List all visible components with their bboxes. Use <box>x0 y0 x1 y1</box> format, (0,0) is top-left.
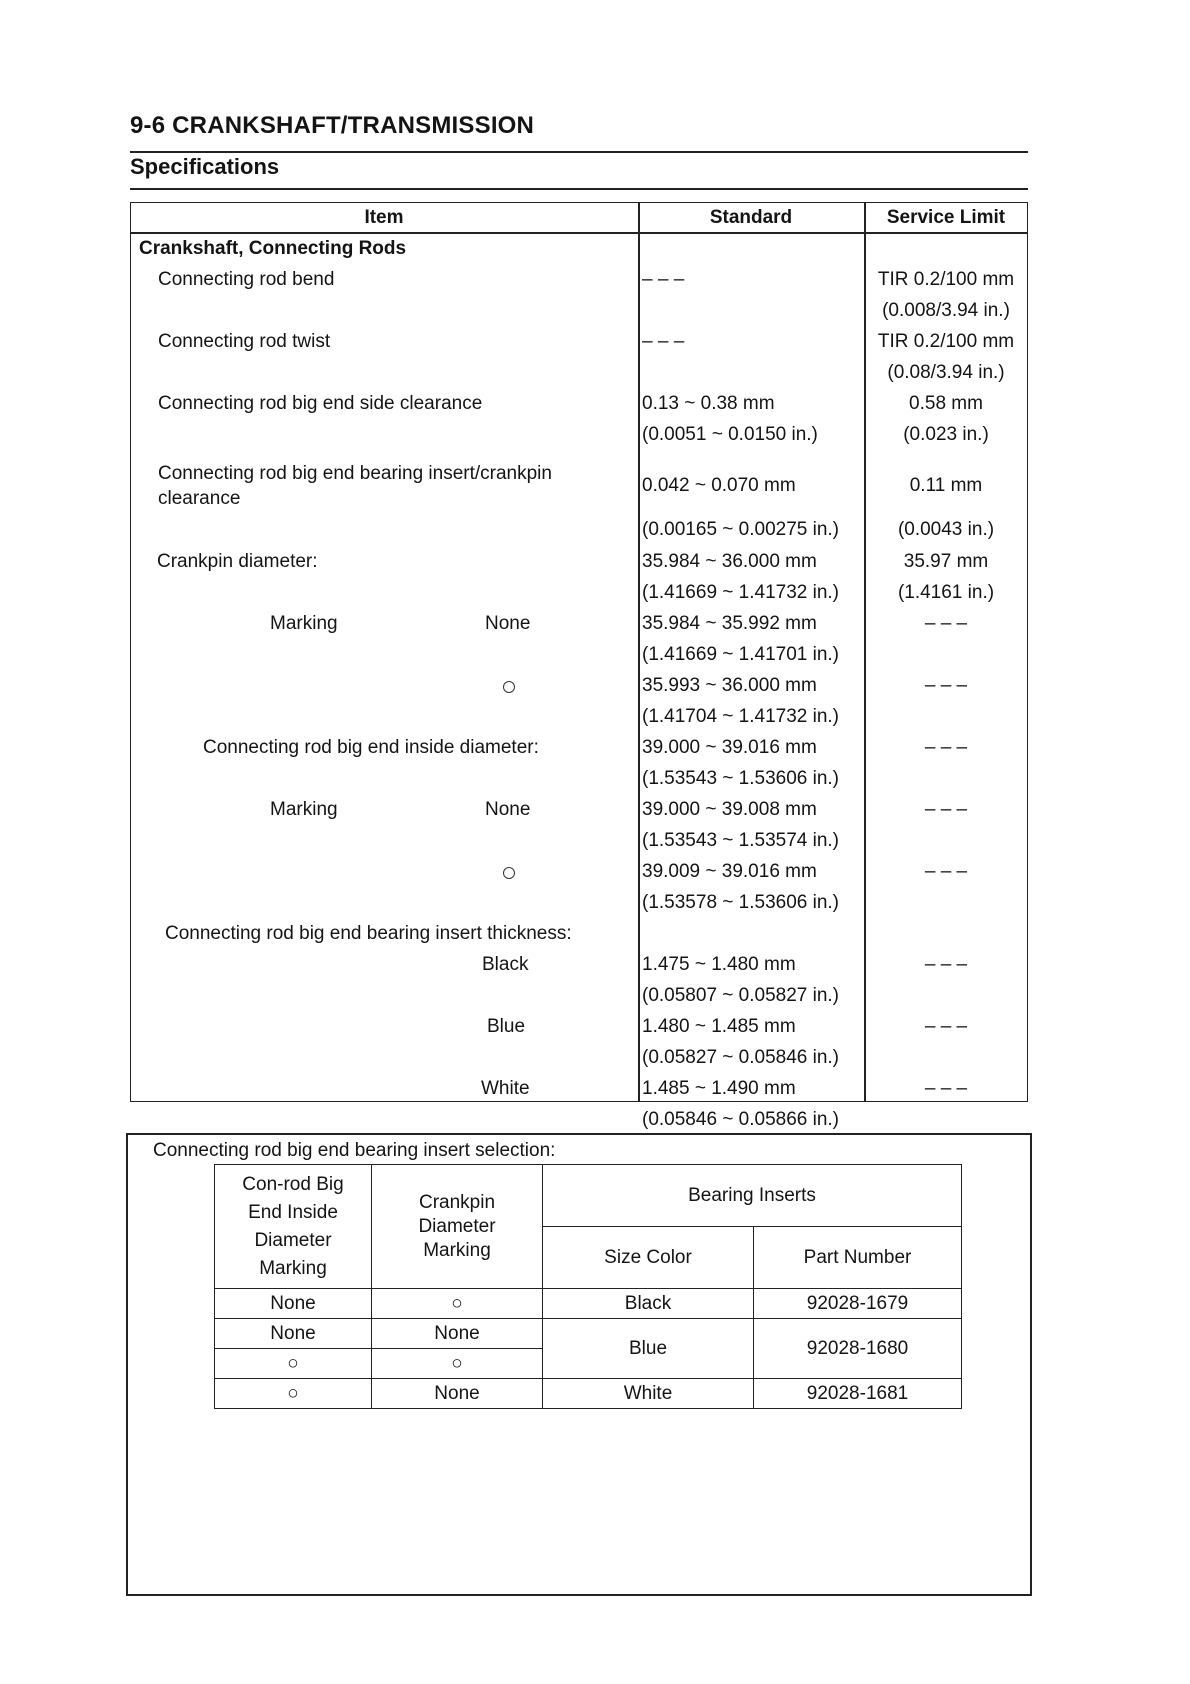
limit-black: – – – <box>924 954 968 975</box>
size-color: Black <box>543 1289 754 1319</box>
item-rod-twist: Connecting rod twist <box>158 331 331 352</box>
standard-rod-twist: – – – <box>642 331 685 352</box>
circle-mark-icon <box>503 681 515 693</box>
conrod-marking: None <box>215 1319 372 1349</box>
item-side-clearance: Connecting rod big end side clearance <box>158 393 483 414</box>
size-color: Blue <box>543 1319 754 1379</box>
limit-crankpin-diameter-in: (1.4161 in.) <box>897 582 995 603</box>
table-row <box>215 1289 962 1319</box>
header-size-color: Size Color <box>543 1227 754 1289</box>
standard-insert-clearance: 0.042 ~ 0.070 mm <box>642 475 796 496</box>
standard-crankpin-diameter: 35.984 ~ 36.000 mm <box>642 551 817 572</box>
size-color: White <box>543 1379 754 1409</box>
limit-rod-twist-in: (0.08/3.94 in.) <box>887 362 1005 383</box>
standard-crankpin-none: 35.984 ~ 35.992 mm <box>642 613 817 634</box>
section-divider <box>126 1133 1032 1135</box>
limit-rod-bend: TIR 0.2/100 mm <box>877 269 1015 290</box>
crankpin-marking: None <box>372 1319 543 1349</box>
conrod-marking: ○ <box>215 1349 372 1379</box>
group-title: Crankshaft, Connecting Rods <box>139 238 407 259</box>
selection-title: Connecting rod big end bearing insert selection: <box>153 1140 556 1161</box>
limit-crankpin-circle: – – – <box>924 675 968 696</box>
page-subtitle: Specifications <box>130 154 280 179</box>
standard-inside-circle: 39.009 ~ 39.016 mm <box>642 861 817 882</box>
item-crankpin-diameter: Crankpin diameter: <box>157 551 318 572</box>
standard-inside-circle-in: (1.53578 ~ 1.53606 in.) <box>642 892 840 913</box>
standard-inside-none: 39.000 ~ 39.008 mm <box>642 799 817 820</box>
header-bearing-inserts: Bearing Inserts <box>543 1165 962 1227</box>
bearing-selection-table <box>214 1164 962 1409</box>
label-black: Black <box>482 954 529 975</box>
standard-crankpin-diameter-in: (1.41669 ~ 1.41732 in.) <box>642 582 840 603</box>
limit-insert-clearance-in: (0.0043 in.) <box>897 519 995 540</box>
title-rule <box>130 151 1028 153</box>
limit-blue: – – – <box>924 1016 968 1037</box>
standard-white-in: (0.05846 ~ 0.05866 in.) <box>642 1109 840 1130</box>
standard-black-in: (0.05807 ~ 0.05827 in.) <box>642 985 840 1006</box>
label-inside-marking: Marking <box>270 799 338 820</box>
conrod-marking: ○ <box>215 1379 372 1409</box>
header-crankpin-marking: Crankpin Diameter Marking <box>372 1165 543 1289</box>
standard-blue: 1.480 ~ 1.485 mm <box>642 1016 796 1037</box>
standard-rod-bend: – – – <box>642 269 685 290</box>
standard-side-clearance-in: (0.0051 ~ 0.0150 in.) <box>642 424 818 445</box>
limit-crankpin-none: – – – <box>924 613 968 634</box>
limit-rod-bend-in: (0.008/3.94 in.) <box>882 300 1010 321</box>
standard-crankpin-circle: 35.993 ~ 36.000 mm <box>642 675 817 696</box>
conrod-marking: None <box>215 1289 372 1319</box>
limit-inside-none: – – – <box>924 799 968 820</box>
circle-mark-icon <box>503 867 515 879</box>
header-part-number: Part Number <box>754 1227 962 1289</box>
crankpin-marking: ○ <box>372 1289 543 1319</box>
standard-inside-diameter-in: (1.53543 ~ 1.53606 in.) <box>642 768 840 789</box>
limit-side-clearance-in: (0.023 in.) <box>903 424 989 445</box>
mark-crankpin-none: None <box>485 613 531 634</box>
limit-crankpin-diameter: 35.97 mm <box>903 551 989 572</box>
crankpin-marking: ○ <box>372 1349 543 1379</box>
limit-insert-clearance: 0.11 mm <box>909 475 983 496</box>
limit-rod-twist: TIR 0.2/100 mm <box>877 331 1015 352</box>
section-title: 9-6 CRANKSHAFT/TRANSMISSION <box>130 112 535 139</box>
column-header-service-limit: Service Limit <box>886 207 1006 228</box>
label-blue: Blue <box>487 1016 526 1037</box>
item-inside-diameter: Connecting rod big end inside diameter: <box>203 737 539 758</box>
standard-crankpin-circle-in: (1.41704 ~ 1.41732 in.) <box>642 706 840 727</box>
limit-side-clearance: 0.58 mm <box>909 393 983 414</box>
bottom-border <box>126 1594 1032 1596</box>
standard-crankpin-none-in: (1.41669 ~ 1.41701 in.) <box>642 644 840 665</box>
standard-black: 1.475 ~ 1.480 mm <box>642 954 796 975</box>
standard-inside-none-in: (1.53543 ~ 1.53574 in.) <box>642 830 840 851</box>
column-header-item: Item <box>364 207 404 228</box>
standard-white: 1.485 ~ 1.490 mm <box>642 1078 796 1099</box>
limit-inside-diameter: – – – <box>924 737 968 758</box>
standard-side-clearance: 0.13 ~ 0.38 mm <box>642 393 775 414</box>
label-crankpin-marking: Marking <box>270 613 338 634</box>
standard-insert-clearance-in: (0.00165 ~ 0.00275 in.) <box>642 519 840 540</box>
item-rod-bend: Connecting rod bend <box>158 269 335 290</box>
item-insert-thickness: Connecting rod big end bearing insert thickness: <box>165 923 572 944</box>
limit-white: – – – <box>924 1078 968 1099</box>
label-white: White <box>481 1078 530 1099</box>
bottom-left-border <box>126 1133 128 1595</box>
table-row <box>215 1379 962 1409</box>
header-conrod-marking: Con-rod Big End Inside Diameter Marking <box>215 1165 372 1289</box>
table-row <box>215 1319 962 1349</box>
item-insert-clearance: Connecting rod big end bearing insert/crankpin clearance <box>158 463 552 509</box>
mark-inside-none: None <box>485 799 531 820</box>
standard-column-divider <box>638 202 640 1102</box>
part-number: 92028-1680 <box>754 1319 962 1379</box>
crankpin-marking: None <box>372 1379 543 1409</box>
bottom-right-border <box>1030 1133 1032 1595</box>
part-number: 92028-1679 <box>754 1289 962 1319</box>
column-header-standard: Standard <box>709 207 793 228</box>
limit-inside-circle: – – – <box>924 861 968 882</box>
part-number: 92028-1681 <box>754 1379 962 1409</box>
standard-inside-diameter: 39.000 ~ 39.016 mm <box>642 737 817 758</box>
subtitle-rule <box>130 188 1028 190</box>
standard-blue-in: (0.05827 ~ 0.05846 in.) <box>642 1047 840 1068</box>
